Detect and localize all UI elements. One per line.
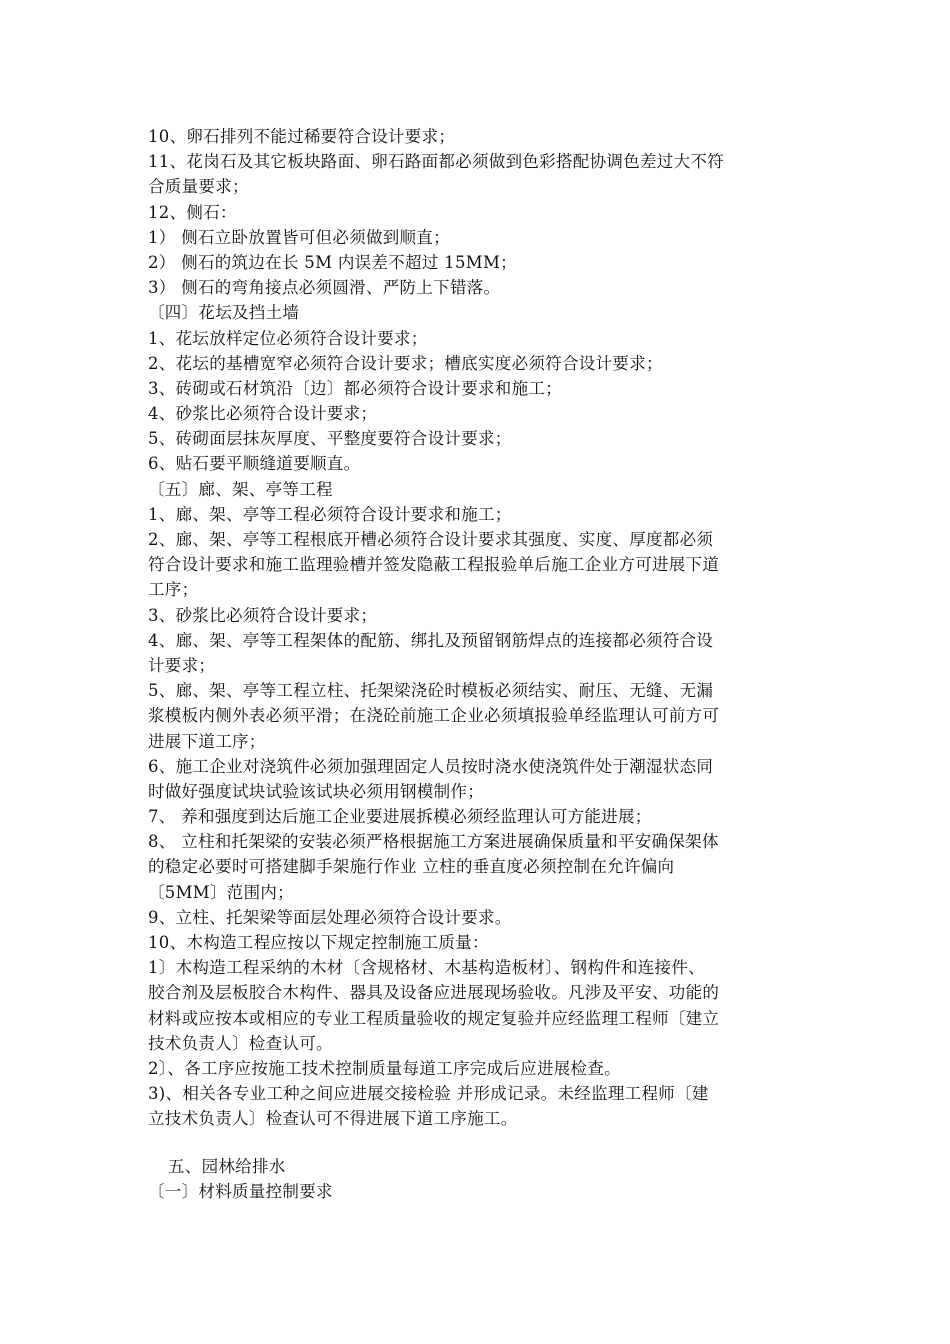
text-line-33: 10、木构造工程应按以下规定控制施工质量： (148, 933, 489, 952)
text-line-26: 6、施工企业对浇筑件必须加强理固定人员按时浇水使浇筑件处于潮湿状态同 (148, 756, 714, 776)
text-line-13: 5、砖砌面层抹灰厚度、平整度要符合设计要求； (148, 429, 512, 449)
text-line-39: 3)、相关各专业工种之间应进展交接检验 并形成记录。未经监理工程师〔建 (148, 1084, 709, 1104)
text-line-36: 材料或应按本或相应的专业工程质量验收的规定复验并应经监理工程师〔建立 (148, 1008, 720, 1028)
document-page (148, 124, 808, 1204)
text-line-27: 时做好强度试块试验该试块必须用钢模制作； (148, 781, 484, 801)
text-line-28: 7、 养和强度到达后施工企业要进展拆模必须经监理认可方能进展； (148, 807, 652, 827)
text-line-5: 1） 侧石立卧放置皆可但必须做到顺直； (148, 227, 450, 247)
text-line-11: 3、砖砌或石材筑沿〔边〕都必须符合设计要求和施工； (148, 378, 562, 398)
text-line-2: 11、花岗石及其它板块路面、卵石路面都必须做到色彩搭配协调色差过大不符 (148, 152, 724, 172)
text-line-16: 1、廊、架、亭等工程必须符合设计要求和施工； (148, 504, 512, 524)
subsection-heading: 〔一〕材料质量控制要求 (148, 1181, 333, 1201)
text-line-29: 8、 立柱和托架梁的安装必须严格根据施工方案进展确保质量和平安确保架体 (148, 832, 719, 852)
text-line-7: 3） 侧石的弯角接点必须圆滑、严防上下错落。 (148, 278, 501, 298)
text-line-14: 6、贴石要平顺缝道要顺直。 (148, 454, 361, 474)
text-line-18: 符合设计要求和施工监理验槽并签发隐蔽工程报验单后施工企业方可进展下道 (148, 555, 720, 575)
paragraph-gap (148, 1132, 808, 1154)
text-line-9: 1、花坛放样定位必须符合设计要求； (148, 328, 428, 348)
text-line-10: 2、花坛的基槽宽窄必须符合设计要求；槽底实度必须符合设计要求； (148, 353, 663, 373)
text-line-31: 〔5MM〕范围内； (148, 882, 294, 902)
section-heading: 五、园林给排水 (168, 1156, 286, 1176)
text-line-3: 合质量要求； (148, 177, 249, 197)
text-line-17: 2、廊、架、亭等工程根底开槽必须符合设计要求其强度、实度、厚度都必须 (148, 530, 714, 549)
text-line-20: 3、砂浆比必须符合设计要求； (148, 605, 378, 625)
text-line-32: 9、立柱、托架梁等面层处理必须符合设计要求。 (148, 907, 512, 927)
text-line-24: 浆模板内侧外表必须平滑；在浇砼前施工企业必须填报验单经监理认可前方可 (148, 706, 720, 726)
text-line-38: 2〕、各工序应按施工技术控制质量每道工序完成后应进展检查。 (148, 1058, 621, 1078)
text-line-23: 5、廊、架、亭等工程立柱、托架梁浇砼时模板必须结实、耐压、无缝、无漏 (148, 681, 714, 701)
text-line-25: 进展下道工序； (148, 731, 266, 751)
text-line-1: 10、卵石排列不能过稀要符合设计要求； (148, 127, 456, 146)
subheading-pavilion: 〔五〕廊、架、亭等工程 (148, 479, 333, 499)
text-line-34: 1〕木构造工程采纳的木材〔含规格材、木基构造板材〕、钢构件和连接件、 (148, 958, 705, 978)
text-line-30: 的稳定必要时可搭建脚手架施行作业 立柱的垂直度必须控制在允许偏向 (148, 857, 675, 877)
subheading-flowerbed: 〔四〕花坛及挡土墙 (148, 303, 300, 323)
text-line-22: 计要求； (148, 655, 216, 675)
text-line-35: 胶合剂及层板胶合木构件、器具及设备应进展现场验收。凡涉及平安、功能的 (148, 983, 720, 1003)
text-line-37: 技术负责人〕检查认可。 (148, 1033, 333, 1053)
text-line-6: 2） 侧石的筑边在长 5M 内误差不超过 15MM； (148, 252, 517, 272)
text-line-12: 4、砂浆比必须符合设计要求； (148, 404, 378, 424)
text-line-40: 立技术负责人〕检查认可不得进展下道工序施工。 (148, 1109, 518, 1129)
text-line-21: 4、廊、架、亭等工程架体的配筋、绑扎及预留钢筋焊点的连接都必须符合设 (148, 630, 714, 650)
text-line-4: 12、侧石： (148, 202, 237, 222)
text-line-19: 工序； (148, 580, 199, 600)
